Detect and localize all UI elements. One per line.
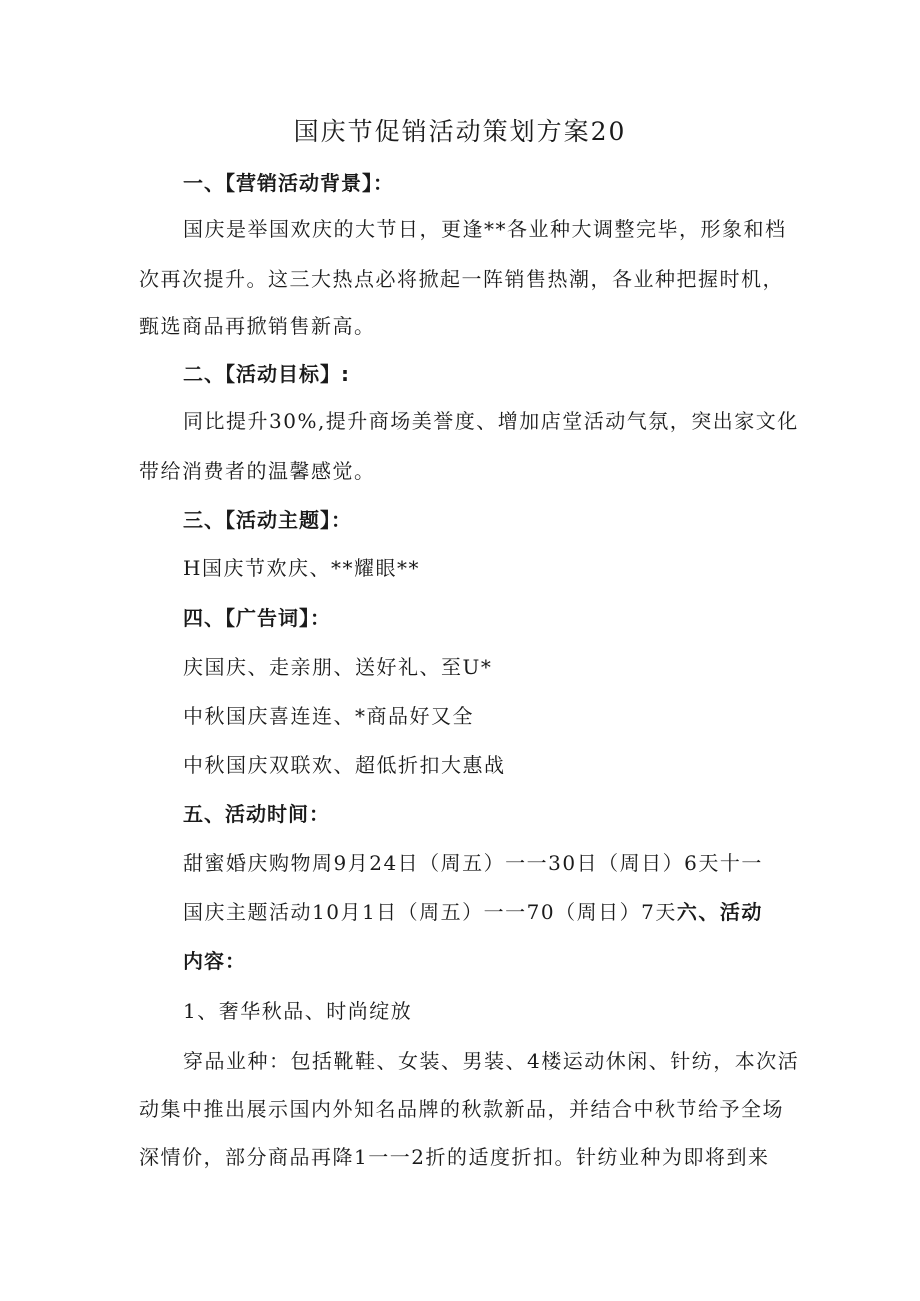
- paragraph-line: 次再次提升。这三大热点必将掀起一阵销售热潮，各业种把握时机，: [139, 267, 784, 291]
- list-item: 1、奢华秋品、时尚绽放: [183, 999, 413, 1023]
- section-heading-content-cont: 内容：: [183, 949, 246, 973]
- paragraph-line: 甜蜜婚庆购物周9月24日（周五）一一30日（周日）6天十一: [183, 851, 763, 875]
- section-heading-slogans: 四、【广告词】：: [183, 606, 331, 630]
- paragraph-line: 穿品业种：包括靴鞋、女装、男装、4楼运动休闲、针纺，本次活: [183, 1049, 800, 1073]
- slogan-line: 中秋国庆双联欢、超低折扣大惠战: [183, 753, 506, 777]
- paragraph-line: 同比提升30%,提升商场美誉度、增加店堂活动气氛，突出家文化: [183, 409, 799, 433]
- section-heading-time: 五、活动时间：: [183, 802, 330, 826]
- paragraph-line: 甄选商品再掀销售新高。: [139, 314, 376, 338]
- paragraph-text: 国庆主题活动10月1日（周五）一一70（周日）7天: [183, 900, 677, 924]
- section-heading-goals: 二、【活动目标】:: [183, 362, 350, 386]
- section-heading-background: 一、【营销活动背景】：: [183, 171, 394, 195]
- paragraph-line: 带给消费者的温馨感觉。: [139, 459, 376, 483]
- paragraph-line: H国庆节欢庆、**耀眼**: [183, 556, 420, 580]
- paragraph-line: 深情价，部分商品再降1一一2折的适度折扣。针纺业种为即将到来: [139, 1145, 770, 1169]
- section-heading-content: 六、活动: [676, 900, 763, 924]
- section-heading-theme: 三、【活动主题】：: [183, 508, 352, 532]
- paragraph-line: 动集中推出展示国内外知名品牌的秋款新品，并结合中秋节给予全场: [139, 1097, 784, 1121]
- document-title: 国庆节促销活动策划方案20: [293, 117, 627, 146]
- slogan-line: 中秋国庆喜连连、*商品好又全: [183, 704, 474, 728]
- paragraph-line: [183, 897, 763, 927]
- paragraph-line: 国庆是举国欢庆的大节日，更逢**各业种大调整完毕，形象和档: [183, 217, 787, 241]
- slogan-line: 庆国庆、走亲朋、送好礼、至U*: [183, 655, 493, 679]
